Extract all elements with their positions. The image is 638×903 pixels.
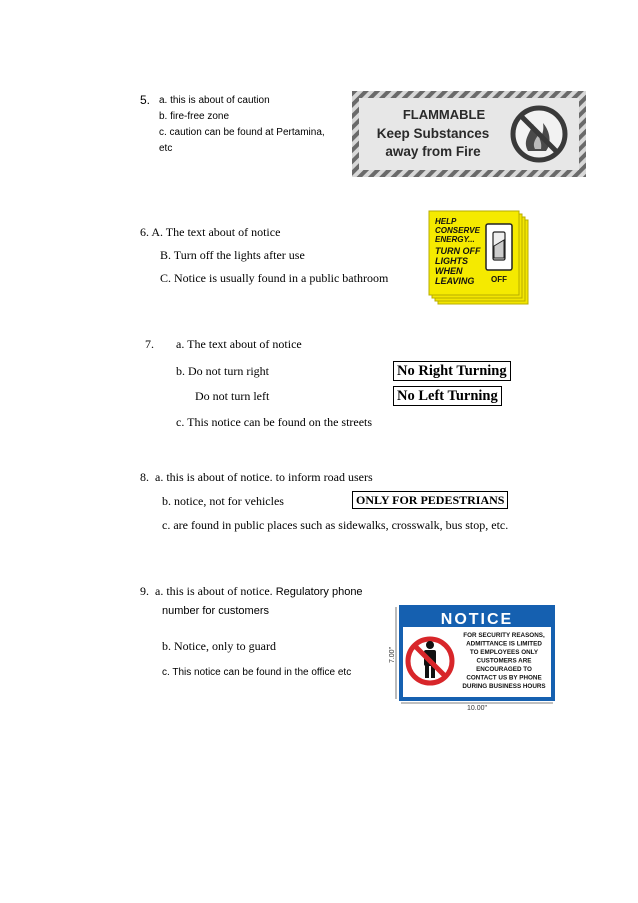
only-for-pedestrians-box: ONLY FOR PEDESTRIANS [352,491,508,509]
security-notice-sign-image [387,603,557,711]
flammable-sign-line2: away from Fire [385,144,481,159]
no-left-turning-box: No Left Turning [393,386,502,406]
notice-line-5: ENCOURAGED TO [476,666,532,673]
no-entry-person-icon [408,639,452,683]
item7-line-a: a. The text about of notice [176,337,302,351]
item5-line-b: b. fire-free zone [159,111,230,122]
item7-line-b: b. Do not turn right [176,364,269,378]
item7-line-c: c. This notice can be found on the streets [176,415,373,429]
notice-line-7: DURING BUSINESS HOURS [462,683,546,690]
flammable-sign-title: FLAMMABLE [402,107,486,122]
item9-line-a: 9. a. this is about of notice. Regulatory phone [140,584,363,598]
item6-line-c: C. Notice is usually found in a public bathroom [160,271,389,285]
no-right-turning-box: No Right Turning [393,361,511,381]
energy-sign-line-3: ENERGY... [435,235,475,244]
flammable-sign-line1: Keep Substances [376,126,490,141]
item5-line-c2: etc [159,143,173,154]
item8-line-c: c. are found in public places such as sidewalks, crosswalk, bus stop, etc. [162,518,509,532]
no-fire-icon [513,108,565,160]
notice-line-2: ADMITTANCE IS LIMITED [466,640,542,648]
energy-sign-line-1: HELP [435,217,457,226]
item8-line-a: 8. a. this is about of notice. to inform road users [140,470,373,484]
item5-line-a: a. this is about of caution [159,95,270,106]
item9-line-a2: number for customers [162,605,269,617]
energy-sign-image [428,210,530,306]
flammable-sign-image [352,91,586,177]
notice-sign-header: NOTICE [440,611,514,628]
energy-sign-line-4: TURN OFF [435,246,481,256]
item9-line-b: b. Notice, only to guard [162,639,276,653]
item5-number: 5. [140,93,151,107]
notice-line-4: CUSTOMERS ARE [476,657,532,665]
energy-sign-line-6: WHEN [435,266,463,276]
sign-width-label: 10.00" [466,705,488,711]
sign-height-label: 7.00" [389,646,396,664]
energy-sign-line-7: LEAVING [435,276,475,286]
notice-line-3: TO EMPLOYEES ONLY [469,649,539,656]
item7-number: 7. [145,337,154,351]
item7-line-b2: Do not turn left [195,389,270,403]
notice-line-6: CONTACT US BY PHONE [466,674,542,682]
notice-line-1: FOR SECURITY REASONS, [463,632,545,639]
item9-line-c: c. This notice can be found in the office etc [162,667,352,678]
item5-line-c1: c. caution can be found at Pertamina, [159,127,325,138]
energy-sign-switch-label: OFF [491,275,507,284]
item6-line-b: B. Turn off the lights after use [160,248,305,262]
item6-line-a: 6. A. The text about of notice [140,225,281,239]
light-switch-icon [486,224,512,270]
energy-sign-line-2: CONSERVE [435,226,480,235]
item8-line-b: b. notice, not for vehicles [162,494,284,508]
energy-sign-line-5: LIGHTS [435,256,468,266]
